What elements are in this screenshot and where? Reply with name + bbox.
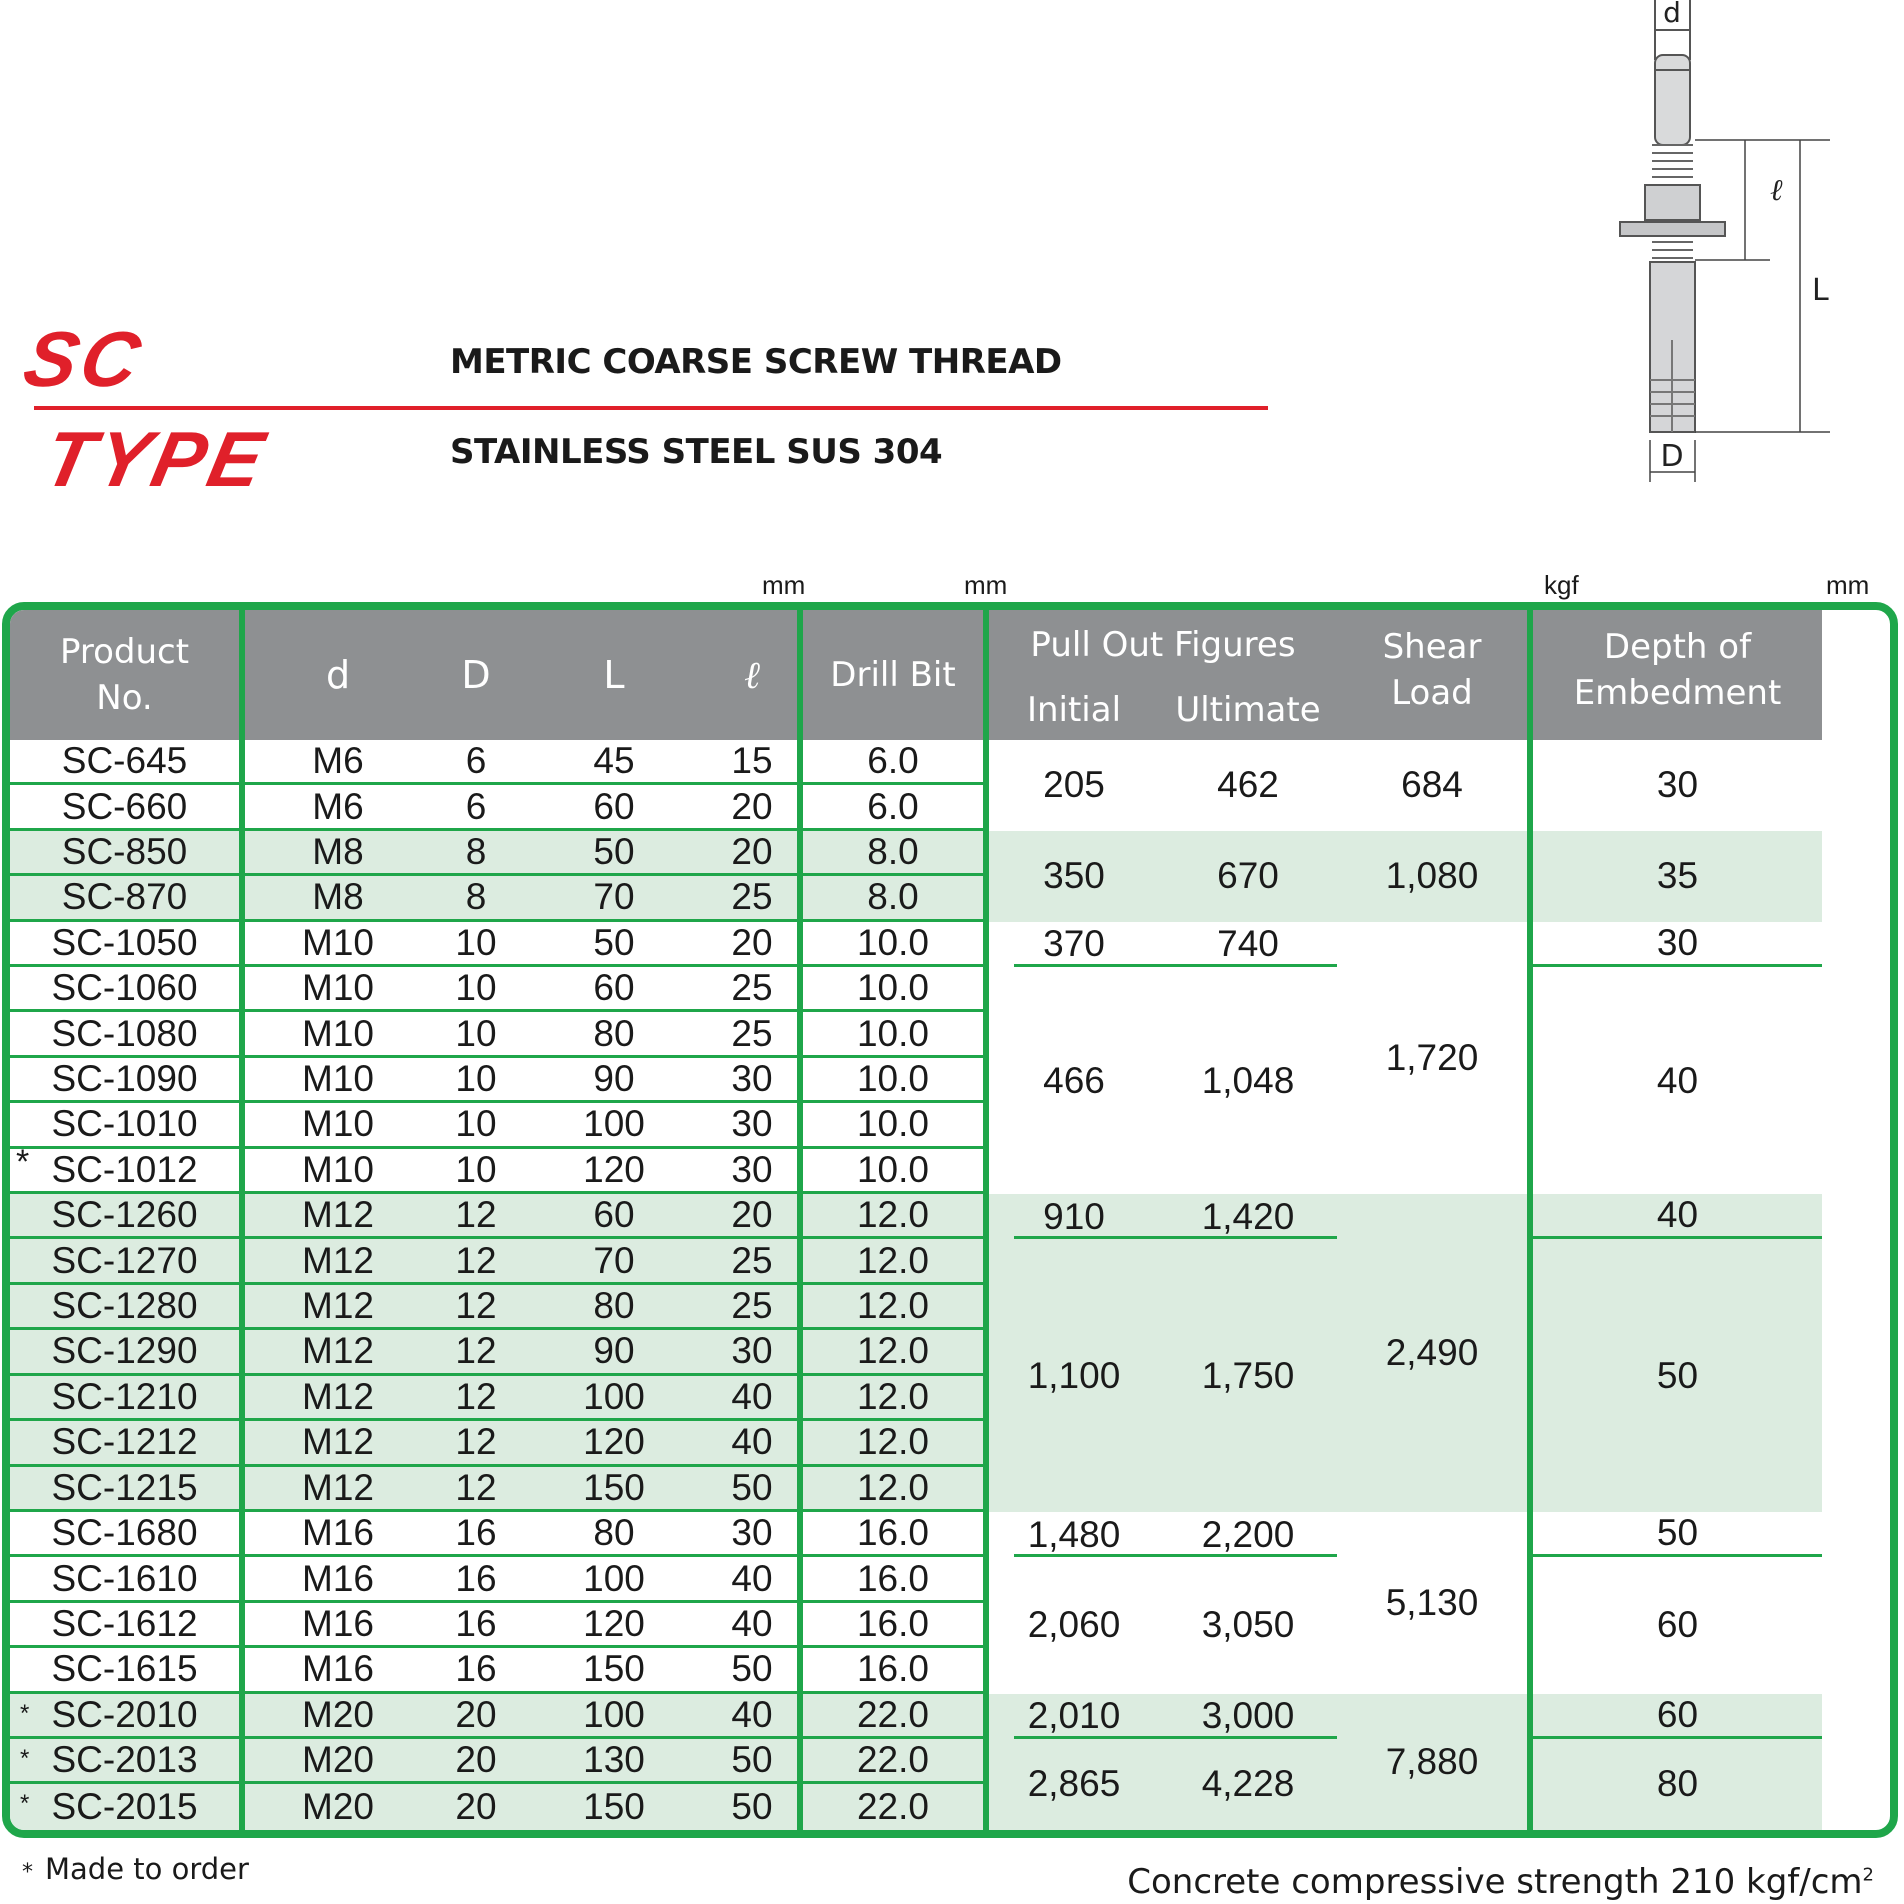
cell-l: 30 — [707, 1330, 797, 1375]
cell-D: 6 — [431, 740, 521, 785]
shear-load-cell: 7,880 — [1337, 1694, 1527, 1830]
thread-type-title: METRIC COARSE SCREW THREAD — [450, 342, 1062, 382]
cell-l: 25 — [707, 967, 797, 1012]
unit-depth: mm — [1826, 570, 1870, 600]
cell-d: M12 — [245, 1285, 431, 1330]
cell-l: 30 — [707, 1149, 797, 1194]
cell-d: M10 — [245, 1149, 431, 1194]
unit-drill-bit: mm — [964, 570, 1008, 600]
product-no: SC-645 — [61, 740, 188, 782]
cell-d: M16 — [245, 1648, 431, 1693]
cell-D: 10 — [431, 922, 521, 967]
cell-drill-bit: 12.0 — [803, 1467, 983, 1512]
header-depth-line2: Embedment — [1573, 673, 1782, 713]
cell-D: 16 — [431, 1603, 521, 1648]
footnote-text: Made to order — [45, 1852, 249, 1886]
shear-load-cell: 1,720 — [1337, 922, 1527, 1194]
header-l: ℓ — [707, 610, 797, 740]
pull-initial-cell: 370 — [989, 922, 1159, 967]
diagram-label-L: L — [1812, 273, 1829, 308]
pull-initial-cell: 1,480 — [989, 1512, 1159, 1557]
diagram-label-D: D — [1660, 439, 1684, 474]
product-no: SC-1610 — [51, 1557, 198, 1599]
cell-L: 150 — [521, 1467, 707, 1512]
material-title: STAINLESS STEEL SUS 304 — [450, 432, 943, 472]
pull-ultimate-cell: 4,228 — [1159, 1739, 1337, 1830]
cell-l: 25 — [707, 1012, 797, 1057]
product-no: SC-2015 — [51, 1786, 198, 1828]
product-no: SC-1612 — [51, 1602, 198, 1644]
cell-drill-bit: 6.0 — [803, 785, 983, 830]
cell-d: M10 — [245, 1012, 431, 1057]
cell-drill-bit: 12.0 — [803, 1285, 983, 1330]
cell-L: 80 — [521, 1512, 707, 1557]
cell-d: M12 — [245, 1421, 431, 1466]
product-no: SC-1050 — [51, 921, 198, 963]
pull-initial-cell: 2,010 — [989, 1694, 1159, 1739]
cell-L: 80 — [521, 1012, 707, 1057]
product-no-cell — [10, 1603, 239, 1648]
product-no: SC-1290 — [51, 1330, 198, 1372]
product-no: SC-1215 — [51, 1466, 198, 1508]
pull-initial-cell: 2,060 — [989, 1557, 1159, 1693]
header-shear-line2: Load — [1391, 673, 1473, 713]
header-initial: Initial — [1026, 690, 1122, 730]
header-D: D — [431, 610, 521, 740]
header-depth-line1: Depth of — [1603, 627, 1752, 667]
cell-L: 120 — [521, 1603, 707, 1648]
product-no-cell — [10, 922, 239, 967]
cell-drill-bit: 22.0 — [803, 1784, 983, 1829]
made-to-order-star: * — [20, 1699, 30, 1727]
cell-l: 30 — [707, 1103, 797, 1148]
cell-drill-bit: 22.0 — [803, 1739, 983, 1784]
cell-d: M8 — [245, 876, 431, 921]
cell-L: 120 — [521, 1421, 707, 1466]
cell-drill-bit: 10.0 — [803, 922, 983, 967]
cell-L: 60 — [521, 967, 707, 1012]
anchor-bolt-diagram — [1600, 0, 1840, 490]
header-shear-line1: Shear — [1382, 627, 1482, 667]
cell-L: 50 — [521, 922, 707, 967]
product-no-cell — [10, 785, 239, 830]
pull-ultimate-cell: 462 — [1159, 740, 1337, 831]
header-ultimate: Ultimate — [1175, 690, 1321, 730]
cell-l: 25 — [707, 1285, 797, 1330]
made-to-order-star: * — [20, 1744, 30, 1772]
depth-embedment-cell: 60 — [1533, 1557, 1822, 1693]
product-no-cell — [10, 1648, 239, 1693]
cell-L: 80 — [521, 1285, 707, 1330]
cell-drill-bit: 16.0 — [803, 1557, 983, 1602]
product-no-cell — [10, 1557, 239, 1602]
product-no-cell — [10, 1012, 239, 1057]
cell-l: 40 — [707, 1421, 797, 1466]
cell-L: 100 — [521, 1376, 707, 1421]
diagram-label-l: ℓ — [1770, 173, 1783, 208]
cell-l: 20 — [707, 831, 797, 876]
cell-d: M12 — [245, 1376, 431, 1421]
product-no-cell — [10, 1421, 239, 1466]
cell-L: 70 — [521, 1239, 707, 1284]
cell-drill-bit: 10.0 — [803, 1058, 983, 1103]
cell-L: 100 — [521, 1557, 707, 1602]
product-no: SC-1280 — [51, 1285, 198, 1327]
footnote-star: * — [22, 1860, 33, 1885]
product-no: SC-1212 — [51, 1421, 198, 1463]
cell-L: 50 — [521, 831, 707, 876]
cell-l: 40 — [707, 1603, 797, 1648]
cell-drill-bit: 6.0 — [803, 740, 983, 785]
header-shear-load — [1337, 610, 1527, 740]
cell-D: 16 — [431, 1648, 521, 1693]
depth-embedment-cell: 40 — [1533, 1194, 1822, 1239]
cell-drill-bit: 8.0 — [803, 876, 983, 921]
product-no: SC-2010 — [51, 1693, 198, 1735]
product-no: SC-870 — [61, 876, 188, 918]
made-to-order-star: * — [20, 1790, 30, 1818]
depth-embedment-cell: 30 — [1533, 922, 1822, 967]
cell-drill-bit: 12.0 — [803, 1194, 983, 1239]
cell-l: 15 — [707, 740, 797, 785]
pull-initial-cell: 205 — [989, 740, 1159, 831]
cell-D: 8 — [431, 831, 521, 876]
cell-L: 150 — [521, 1648, 707, 1693]
cell-D: 10 — [431, 1058, 521, 1103]
cell-L: 120 — [521, 1149, 707, 1194]
product-no: SC-1210 — [51, 1375, 198, 1417]
product-no-cell — [10, 1694, 239, 1739]
header-d: d — [245, 610, 431, 740]
cell-l: 20 — [707, 922, 797, 967]
cell-L: 60 — [521, 785, 707, 830]
pull-initial-cell: 910 — [989, 1194, 1159, 1239]
cell-D: 10 — [431, 1012, 521, 1057]
header-product-line2: No. — [96, 678, 153, 718]
cell-d: M20 — [245, 1739, 431, 1784]
cell-l: 40 — [707, 1557, 797, 1602]
cell-L: 70 — [521, 876, 707, 921]
cell-drill-bit: 22.0 — [803, 1694, 983, 1739]
cell-d: M12 — [245, 1194, 431, 1239]
product-no: SC-1270 — [51, 1239, 198, 1281]
shear-load-cell: 1,080 — [1337, 831, 1527, 922]
cell-d: M20 — [245, 1694, 431, 1739]
cell-d: M12 — [245, 1467, 431, 1512]
cell-l: 20 — [707, 785, 797, 830]
cell-D: 8 — [431, 876, 521, 921]
pull-ultimate-cell: 740 — [1159, 922, 1337, 967]
depth-embedment-cell: 35 — [1533, 831, 1822, 922]
cell-l: 20 — [707, 1194, 797, 1239]
product-no: SC-1060 — [51, 967, 198, 1009]
cell-D: 12 — [431, 1376, 521, 1421]
cell-D: 12 — [431, 1421, 521, 1466]
cell-D: 12 — [431, 1330, 521, 1375]
cell-l: 50 — [707, 1467, 797, 1512]
depth-embedment-cell: 30 — [1533, 740, 1822, 831]
header-drill-bit: Drill Bit — [803, 610, 983, 740]
pull-ultimate-cell: 670 — [1159, 831, 1337, 922]
product-no-cell — [10, 1239, 239, 1284]
unit-dimensions: mm — [762, 570, 806, 600]
pull-ultimate-cell: 1,750 — [1159, 1239, 1337, 1511]
cell-drill-bit: 10.0 — [803, 1149, 983, 1194]
cell-drill-bit: 10.0 — [803, 1012, 983, 1057]
product-no: SC-1012 — [51, 1148, 198, 1190]
made-to-order-star: * — [16, 1142, 30, 1181]
cell-l: 30 — [707, 1058, 797, 1103]
header-product-no — [10, 610, 239, 740]
cell-d: M10 — [245, 1058, 431, 1103]
cell-d: M20 — [245, 1784, 431, 1829]
cell-L: 130 — [521, 1739, 707, 1784]
cell-D: 6 — [431, 785, 521, 830]
product-no-cell — [10, 1330, 239, 1375]
cell-D: 16 — [431, 1512, 521, 1557]
depth-embedment-cell: 80 — [1533, 1739, 1822, 1830]
pull-initial-cell: 1,100 — [989, 1239, 1159, 1511]
cell-d: M16 — [245, 1603, 431, 1648]
cell-d: M8 — [245, 831, 431, 876]
unit-loads: kgf — [1544, 570, 1579, 600]
pull-ultimate-cell: 2,200 — [1159, 1512, 1337, 1557]
brand-logo-sc: SC — [16, 315, 152, 403]
header-divider — [34, 406, 1268, 410]
product-no: SC-1615 — [51, 1648, 198, 1690]
cell-L: 60 — [521, 1194, 707, 1239]
pull-ultimate-cell: 3,050 — [1159, 1557, 1337, 1693]
cell-L: 100 — [521, 1694, 707, 1739]
pull-ultimate-cell: 3,000 — [1159, 1694, 1337, 1739]
cell-l: 50 — [707, 1648, 797, 1693]
strength-text: Concrete compressive strength 210 kgf/cm — [1127, 1862, 1863, 1902]
product-no: SC-1090 — [51, 1058, 198, 1100]
header-pull-out-figures — [989, 610, 1337, 740]
cell-d: M12 — [245, 1330, 431, 1375]
product-no: SC-1260 — [51, 1194, 198, 1236]
cell-drill-bit: 10.0 — [803, 1103, 983, 1148]
cell-drill-bit: 12.0 — [803, 1330, 983, 1375]
product-no: SC-2013 — [51, 1739, 198, 1781]
product-no: SC-1010 — [51, 1103, 198, 1145]
cell-drill-bit: 12.0 — [803, 1421, 983, 1466]
cell-d: M12 — [245, 1239, 431, 1284]
product-no-cell — [10, 1376, 239, 1421]
product-no-cell — [10, 1784, 239, 1829]
product-no: SC-1680 — [51, 1512, 198, 1554]
product-no-cell — [10, 740, 239, 785]
product-no-cell — [10, 1285, 239, 1330]
shear-load-cell: 684 — [1337, 740, 1527, 831]
cell-D: 12 — [431, 1194, 521, 1239]
cell-drill-bit: 16.0 — [803, 1512, 983, 1557]
product-no-cell — [10, 831, 239, 876]
cell-l: 50 — [707, 1739, 797, 1784]
cell-drill-bit: 8.0 — [803, 831, 983, 876]
cell-l: 40 — [707, 1376, 797, 1421]
product-no: SC-660 — [61, 785, 188, 827]
depth-embedment-cell: 50 — [1533, 1239, 1822, 1511]
product-no-cell — [10, 967, 239, 1012]
shear-load-cell: 5,130 — [1337, 1512, 1527, 1694]
cell-d: M16 — [245, 1557, 431, 1602]
header-L: L — [521, 610, 707, 740]
cell-D: 10 — [431, 1103, 521, 1148]
cell-drill-bit: 16.0 — [803, 1603, 983, 1648]
pull-initial-cell: 466 — [989, 967, 1159, 1194]
pull-initial-cell: 2,865 — [989, 1739, 1159, 1830]
cell-drill-bit: 12.0 — [803, 1239, 983, 1284]
cell-L: 45 — [521, 740, 707, 785]
cell-D: 12 — [431, 1239, 521, 1284]
product-no-cell — [10, 1739, 239, 1784]
cell-d: M10 — [245, 967, 431, 1012]
cell-D: 20 — [431, 1784, 521, 1829]
product-no: SC-850 — [61, 831, 188, 873]
cell-d: M6 — [245, 785, 431, 830]
shear-load-cell: 2,490 — [1337, 1194, 1527, 1512]
header-depth-of-embedment — [1533, 610, 1822, 740]
depth-embedment-cell: 40 — [1533, 967, 1822, 1194]
cell-D: 12 — [431, 1285, 521, 1330]
spec-grid — [10, 610, 1890, 1830]
cell-D: 20 — [431, 1694, 521, 1739]
cell-l: 40 — [707, 1694, 797, 1739]
cell-d: M16 — [245, 1512, 431, 1557]
cell-l: 50 — [707, 1784, 797, 1829]
cell-L: 90 — [521, 1058, 707, 1103]
cell-drill-bit: 12.0 — [803, 1376, 983, 1421]
cell-L: 90 — [521, 1330, 707, 1375]
spec-table — [2, 602, 1898, 1838]
product-no: SC-1080 — [51, 1012, 198, 1054]
pull-ultimate-cell: 1,048 — [1159, 967, 1337, 1194]
cell-d: M10 — [245, 1103, 431, 1148]
header-pull-title: Pull Out Figures — [1030, 625, 1296, 665]
product-no-cell — [10, 1058, 239, 1103]
header-product-line1: Product — [59, 632, 190, 672]
product-no-cell — [10, 1467, 239, 1512]
cell-D: 10 — [431, 967, 521, 1012]
made-to-order-note — [22, 1852, 249, 1886]
strength-sup: 2 — [1862, 1864, 1874, 1886]
cell-drill-bit: 10.0 — [803, 967, 983, 1012]
product-no-cell — [10, 1142, 239, 1194]
cell-d: M10 — [245, 922, 431, 967]
depth-embedment-cell: 50 — [1533, 1512, 1822, 1557]
cell-D: 12 — [431, 1467, 521, 1512]
cell-drill-bit: 16.0 — [803, 1648, 983, 1693]
cell-l: 30 — [707, 1512, 797, 1557]
cell-l: 25 — [707, 876, 797, 921]
concrete-strength-note — [1127, 1862, 1874, 1902]
product-no-cell — [10, 1512, 239, 1557]
cell-D: 20 — [431, 1739, 521, 1784]
cell-D: 10 — [431, 1149, 521, 1194]
product-no-cell — [10, 1103, 239, 1148]
cell-L: 100 — [521, 1103, 707, 1148]
cell-d: M6 — [245, 740, 431, 785]
brand-logo-type: TYPE — [36, 415, 276, 503]
cell-L: 150 — [521, 1784, 707, 1829]
cell-D: 16 — [431, 1557, 521, 1602]
product-no-cell — [10, 1194, 239, 1239]
pull-ultimate-cell: 1,420 — [1159, 1194, 1337, 1239]
product-no-cell — [10, 876, 239, 921]
diagram-label-d: d — [1663, 0, 1681, 29]
cell-l: 25 — [707, 1239, 797, 1284]
depth-embedment-cell: 60 — [1533, 1694, 1822, 1739]
pull-initial-cell: 350 — [989, 831, 1159, 922]
